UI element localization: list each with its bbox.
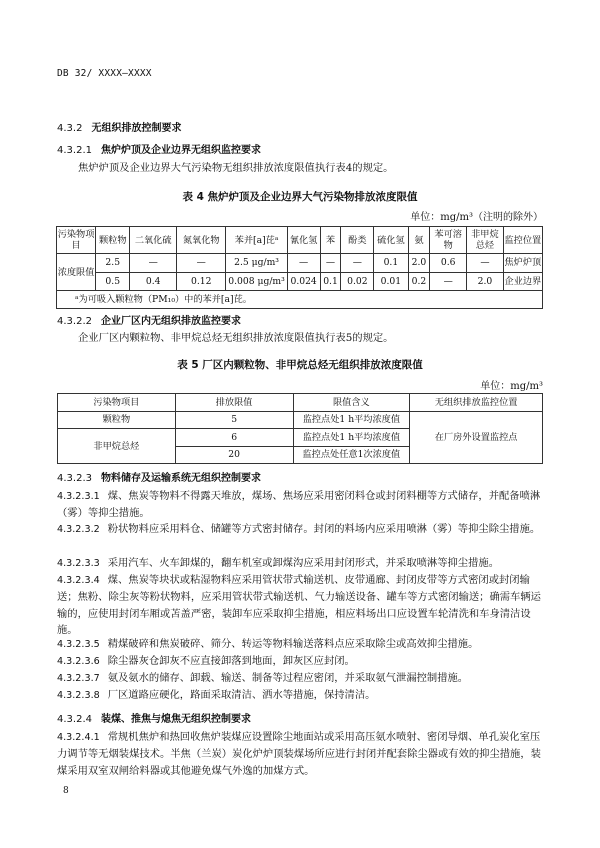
table4-cell: 0.2	[408, 272, 430, 291]
table4-footnote-row	[57, 291, 543, 309]
page-number: 8	[63, 786, 69, 796]
table4-cell: 0.024	[287, 272, 320, 291]
table4-cell: 2.0	[408, 254, 430, 273]
table4-cell: —	[177, 254, 226, 273]
table4-cell: —	[130, 254, 177, 273]
section-title: 物料储存及运输系统无组织控制要求	[101, 473, 261, 484]
table4-header-cell: 苯	[320, 227, 341, 254]
table5-meaning: 监控点处1 h平均浓度值	[293, 429, 410, 447]
table4-cell: 2.5	[96, 254, 130, 273]
table4-cell: —	[467, 254, 504, 273]
table4-cell: 0.008 μg/m³	[226, 272, 287, 291]
table4-cell: 企业边界	[503, 272, 542, 291]
table4-header-cell: 颗粒物	[96, 227, 130, 254]
section-heading-4-3-2-4	[57, 710, 251, 725]
table4-header-cell: 酚类	[341, 227, 374, 254]
section-number: 4.3.2.3	[57, 473, 92, 484]
section-title: 焦炉炉顶及企业边界无组织监控要求	[101, 145, 261, 156]
table4-cell: —	[287, 254, 320, 273]
table5-location: 在厂房外设置监控点	[410, 411, 543, 464]
list-item	[57, 488, 544, 522]
item-number: 4.3.2.3.5	[57, 639, 100, 650]
item-text: 煤、焦炭等块状或粘湿物料应采用管状带式输送机、皮带通廊、封闭皮带等方式密闭或封闭输送；焦粉、除尘灰等粉状物料，应采用管状带式输送机、气力输送设备、罐车等方式密闭输送；确需车辆运输的，应使用封闭车厢或苫盖严密，装卸车应采取抑尘措施，相应料场出口应设置车轮清洗和车身清洁设施。	[57, 574, 541, 637]
list-item	[57, 653, 544, 670]
table4	[56, 226, 543, 309]
table5-meaning: 监控点处任意1次浓度值	[293, 446, 410, 464]
table4-cell: 0.02	[341, 272, 374, 291]
item-text: 煤、焦炭等物料不得露天堆放，煤场、焦场应采用密闭料仓或封闭料棚等方式储存，并配备喷淋（雾）等抑尘措施。	[57, 490, 541, 520]
paragraph-4-3-2-2: 企业厂区内颗粒物、非甲烷总烃无组织排放浓度限值执行表5的规定。	[78, 332, 394, 344]
list-item	[57, 521, 544, 538]
table4-header-cell: 氨	[408, 227, 430, 254]
table4-header-cell: 硫化氢	[374, 227, 408, 254]
section-title: 企业厂区内无组织排放监控要求	[101, 316, 241, 327]
table4-footnote: ᵃ为可吸入颗粒物（PM₁₀）中的苯并[a]芘。	[57, 291, 543, 309]
list-item	[57, 555, 544, 572]
section-title: 无组织排放控制要求	[91, 123, 182, 134]
table4-header-cell: 二氧化硫	[130, 227, 177, 254]
table4-cell: 焦炉炉顶	[503, 254, 542, 273]
list-item	[57, 670, 544, 687]
table4-cell: 0.6	[430, 254, 467, 273]
item-number: 4.3.2.4.1	[57, 732, 100, 743]
table4-cell: 2.5 μg/m³	[226, 254, 287, 273]
table4-cell: 0.5	[96, 272, 130, 291]
table4-header-cell: 监控位置	[503, 227, 542, 254]
table4-cell: 0.01	[374, 272, 408, 291]
table4-cell: —	[430, 272, 467, 291]
table5-item: 非甲烷总烃	[58, 429, 176, 464]
table4-cell: 0.1	[320, 272, 341, 291]
item-text: 厂区道路应硬化，路面采取清洁、洒水等措施，保持清洁。	[107, 689, 376, 701]
table4-header-cell: 氮氧化物	[177, 227, 226, 254]
section-heading-4-3-2	[57, 119, 181, 134]
table4-header-cell: 非甲烷总烃	[467, 227, 504, 254]
table4-header-cell: 苯并[a]芘ᵃ	[226, 227, 287, 254]
table4-header-cell: 氰化氢	[287, 227, 320, 254]
section-number: 4.3.2	[57, 123, 83, 134]
table5-meaning: 监控点处1 h平均浓度值	[293, 411, 410, 429]
list-item	[57, 729, 544, 779]
table5-limit: 20	[175, 446, 293, 464]
table5	[57, 393, 543, 464]
table5-item: 颗粒物	[58, 411, 176, 429]
table4-cell: 0.1	[374, 254, 408, 273]
item-text: 常规机焦炉和热回收焦炉装煤应设置除尘地面站或采用高压氨水喷射、密闭导烟、单孔炭化室压力调节等无烟装煤技术。半焦（兰炭）炭化炉炉顶装煤场所应进行封闭并配套除尘器或有效的抑尘措施，装煤采用双室双闸给料器或其他避免煤气外逸的加煤方式。	[57, 731, 541, 777]
section-title: 装煤、推焦与熄焦无组织控制要求	[101, 714, 251, 725]
table4-cell: 0.4	[130, 272, 177, 291]
table4-caption: 表 4 焦炉炉顶及企业边界大气污染物排放浓度限值	[182, 191, 418, 203]
table4-unit: 单位：mg/m³（注明的除外）	[410, 212, 543, 223]
item-number: 4.3.2.3.7	[57, 673, 100, 684]
item-text: 除尘器灰仓卸灰不应直接卸落到地面，卸灰区应封闭。	[107, 655, 355, 667]
item-text: 精煤破碎和焦炭破碎、筛分、转运等物料输送落料点应采取除尘或高效抑尘措施。	[107, 638, 479, 650]
section-number: 4.3.2.2	[57, 316, 92, 327]
item-number: 4.3.2.3.4	[57, 575, 100, 586]
section-number: 4.3.2.1	[57, 145, 92, 156]
table4-cell: —	[320, 254, 341, 273]
item-text: 氨及氨水的储存、卸载、输送、制备等过程应密闭，并采取氨气泄漏控制措施。	[107, 672, 469, 684]
table4-cell: 2.0	[467, 272, 504, 291]
table5-caption: 表 5 厂区内颗粒物、非甲烷总烃无组织排放浓度限值	[177, 359, 423, 371]
section-heading-4-3-2-2	[57, 312, 241, 327]
table-row	[57, 254, 543, 273]
table5-limit: 6	[175, 429, 293, 447]
table5-limit: 5	[175, 411, 293, 429]
table4-header-cell: 苯可溶物	[430, 227, 467, 254]
table5-unit: 单位：mg/m³	[480, 381, 543, 392]
table4-row-label: 浓度限值	[57, 254, 96, 291]
table5-header-cell: 限值含义	[293, 394, 410, 412]
table4-header-cell: 污染物项目	[57, 227, 96, 254]
section-heading-4-3-2-3	[57, 469, 261, 484]
document-id: DB 32/ XXXX—XXXX	[57, 68, 152, 79]
table4-header-row	[57, 227, 543, 254]
item-text: 粉状物料应采用料仓、储罐等方式密封储存。封闭的料场内应采用喷淋（雾）等抑尘除尘措施。	[107, 523, 541, 535]
table4-cell: —	[341, 254, 374, 273]
section-heading-4-3-2-1	[57, 141, 261, 156]
item-text: 采用汽车、火车卸煤的，翻车机室或卸煤沟应采用封闭形式，并采取喷淋等抑尘措施。	[107, 557, 499, 569]
item-number: 4.3.2.3.2	[57, 524, 100, 535]
list-item	[57, 572, 544, 639]
item-number: 4.3.2.3.8	[57, 690, 100, 701]
table4-cell: 0.12	[177, 272, 226, 291]
table-row	[58, 411, 543, 429]
item-number: 4.3.2.3.6	[57, 656, 100, 667]
paragraph-4-3-2-1: 焦炉炉顶及企业边界大气污染物无组织排放浓度限值执行表4的规定。	[78, 162, 394, 174]
table-row	[57, 272, 543, 291]
table5-header-cell: 污染物项目	[58, 394, 176, 412]
list-item	[57, 636, 544, 653]
item-number: 4.3.2.3.1	[57, 491, 100, 502]
list-item	[57, 687, 544, 704]
table5-header-cell: 排放限值	[175, 394, 293, 412]
table5-header-row	[58, 394, 543, 412]
table5-header-cell: 无组织排放监控位置	[410, 394, 543, 412]
section-number: 4.3.2.4	[57, 714, 92, 725]
item-number: 4.3.2.3.3	[57, 558, 100, 569]
